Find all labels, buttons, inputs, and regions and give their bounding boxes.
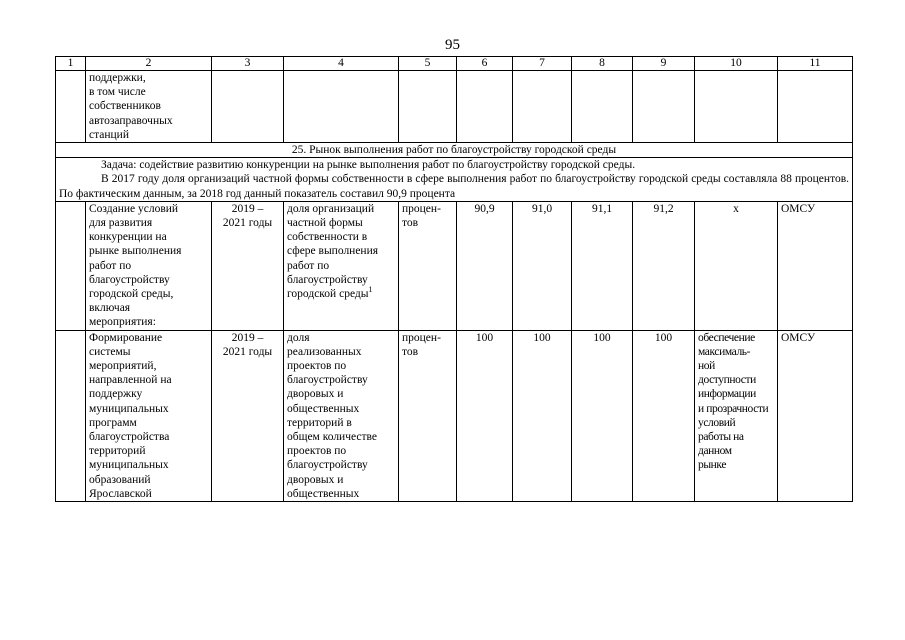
- value-2018-cell: 100: [457, 330, 513, 501]
- value-2021-cell: 100: [633, 330, 695, 501]
- unit-cell: процен- тов: [399, 330, 457, 501]
- value-2020-cell: 91,1: [572, 201, 633, 330]
- column-number: 6: [457, 57, 513, 71]
- continued-row: [56, 71, 853, 143]
- measures-table: [55, 56, 853, 502]
- footnote-mark: 1: [368, 285, 373, 295]
- page-number: 95: [445, 37, 460, 53]
- value-2021-cell: 91,2: [633, 201, 695, 330]
- column-number: 10: [695, 57, 778, 71]
- table-cell: [513, 71, 572, 143]
- task-cell: [56, 158, 853, 202]
- table-cell: [56, 71, 86, 143]
- table-cell: [457, 71, 513, 143]
- column-number: 7: [513, 57, 572, 71]
- unit-cell: процен- тов: [399, 201, 457, 330]
- column-number: 8: [572, 57, 633, 71]
- value-2020-cell: 100: [572, 330, 633, 501]
- period-cell: 2019 – 2021 годы: [212, 330, 284, 501]
- period-cell: 2019 – 2021 годы: [212, 201, 284, 330]
- table-cell: [284, 71, 399, 143]
- measure-cell: Создание условий для развития конкуренции на рынке выполнения работ по благоустройству городской среды, включая мероприятия:: [86, 201, 212, 330]
- task-context-text: В 2017 году доля организаций частной формы собственности в сфере выполнения работ по благоустройству городской среды составляла 88 процентов. По фактическим данным, за 2018 год данный показатель составил 90,9 процента: [59, 173, 849, 200]
- column-number: 1: [56, 57, 86, 71]
- column-number-row: [56, 57, 853, 71]
- column-number: 5: [399, 57, 457, 71]
- executor-cell: ОМСУ: [778, 330, 853, 501]
- column-number: 11: [778, 57, 853, 71]
- table-cell: [695, 71, 778, 143]
- section-title: 25. Рынок выполнения работ по благоустройству городской среды: [56, 143, 853, 158]
- value-2019-cell: 100: [513, 330, 572, 501]
- table-cell: [399, 71, 457, 143]
- column-number: 3: [212, 57, 284, 71]
- indicator-cell: доля реализованных проектов по благоустройству дворовых и общественных территорий в общем количестве проектов по благоустройству дворовых и общественных: [284, 330, 399, 501]
- table-cell: [778, 71, 853, 143]
- indicator-cell: [284, 201, 399, 330]
- table-row: [56, 330, 853, 501]
- result-cell: х: [695, 201, 778, 330]
- indicator-text: доля организаций частной формы собственности в сфере выполнения работ по благоустройству городской среды: [287, 202, 379, 301]
- column-number: 2: [86, 57, 212, 71]
- table-row: [56, 201, 853, 330]
- table-cell: [212, 71, 284, 143]
- column-number: 9: [633, 57, 695, 71]
- column-number: 4: [284, 57, 399, 71]
- table-cell: [56, 201, 86, 330]
- section-title-row: [56, 143, 853, 158]
- value-2018-cell: 90,9: [457, 201, 513, 330]
- result-cell: обеспечение максималь- ной доступности информации и прозрачности условий работы на данном рынке: [695, 330, 778, 501]
- table-cell: [56, 330, 86, 501]
- measure-cell: Формирование системы мероприятий, направленной на поддержку муниципальных программ благоустройства территорий муниципальных образований Ярославской: [86, 330, 212, 501]
- value-2019-cell: 91,0: [513, 201, 572, 330]
- task-row: [56, 158, 853, 202]
- executor-cell: ОМСУ: [778, 201, 853, 330]
- table-cell: [572, 71, 633, 143]
- measure-cell: поддержки, в том числе собственников автозаправочных станций: [86, 71, 212, 143]
- table-cell: [633, 71, 695, 143]
- task-text: Задача: содействие развитию конкуренции на рынке выполнения работ по благоустройству городской среды.: [101, 159, 636, 172]
